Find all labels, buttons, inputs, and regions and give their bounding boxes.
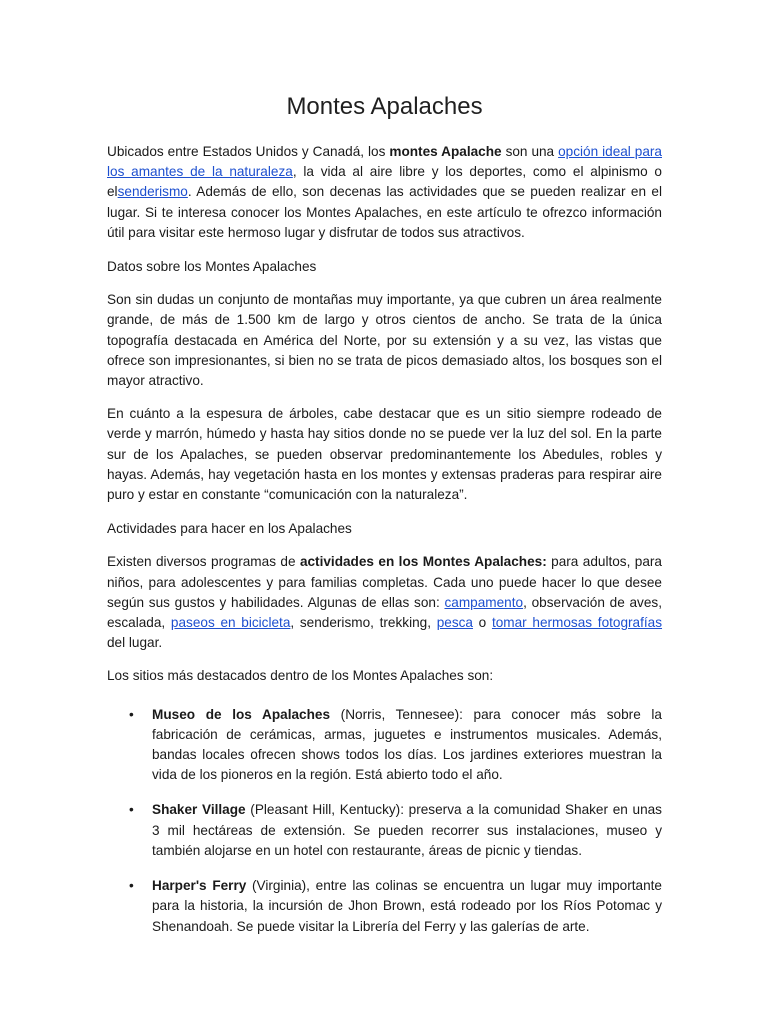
actividades-text: , senderismo, trekking, — [290, 615, 437, 631]
bullet-icon: • — [129, 878, 134, 894]
link-fotografias[interactable]: tomar hermosas fotografías — [491, 615, 663, 631]
actividades-text: del lugar. — [107, 635, 163, 651]
section-heading-datos: Datos sobre los Montes Apalaches — [107, 259, 317, 275]
link-opcion-ideal[interactable]: opción ideal para los amantes de la naturaleza — [107, 144, 662, 180]
site-description: (Pleasant Hill, Kentucky): preserva a la comunidad Shaker en unas 3 mil hectáreas de extensión. Se pueden recorrer sus instalaciones, museo y también alojarse en un hotel con restaurante, áreas de picnic y tiendas. — [152, 802, 662, 858]
section-heading-actividades: Actividades para hacer en los Apalaches — [107, 521, 352, 537]
paragraph-arboles: En cuánto a la espesura de árboles, cabe destacar que es un sitio siempre rodeado de verde y marrón, húmedo y hasta hay sitios donde no se puede ver la luz del sol. En la parte sur de los Apalaches, se pueden observar predominantemente los Abedules, robles y hayas. Además, hay vegetación hasta en los montes y extensas praderas para respirar aire puro y estar en constante “comunicación con la naturaleza”. — [107, 406, 662, 503]
link-campamento[interactable]: campamento — [444, 594, 524, 610]
site-name: Harper's Ferry — [152, 878, 247, 894]
intro-text: Ubicados entre Estados Unidos y Canadá, los — [107, 144, 390, 159]
list-item — [107, 876, 662, 937]
sites-list — [107, 705, 662, 937]
intro-paragraph — [107, 142, 662, 243]
list-item — [107, 705, 662, 786]
actividades-text: o — [472, 615, 492, 631]
link-senderismo[interactable]: senderismo — [117, 184, 188, 200]
page-title: Montes Apalaches — [286, 93, 483, 120]
sites-intro: Los sitios más destacados dentro de los Montes Apalaches son: — [107, 668, 494, 684]
paragraph-datos: Son sin dudas un conjunto de montañas muy importante, ya que cubren un área realmente grande, de más de 1.500 km de largo y otros cientos de ancho. Se trata de la única topografía destacada en América del Norte, por su extensión y a su vez, las vistas que ofrece son impresionantes, si bien no se trata de picos demasiado altos, los bosques son el mayor atractivo. — [107, 292, 662, 389]
intro-text: son una — [501, 144, 559, 159]
site-name: Shaker Village — [152, 802, 246, 818]
paragraph-actividades — [107, 552, 662, 653]
intro-text: , la vida al aire libre y los deportes, como el alpinismo o el — [107, 164, 662, 200]
site-description: (Virginia), entre las colinas se encuentra un lugar muy importante para la historia, la incursión de Jhon Brown, está rodeado por los Ríos Potomac y Shenandoah. Se puede visitar la Librería del Ferry y las galerías de arte. — [152, 878, 662, 934]
actividades-text: , observación de aves, escalada, — [107, 594, 662, 631]
intro-bold-montes: montes Apalache — [389, 144, 502, 159]
intro-text: . Además de ello, son decenas las actividades que se pueden realizar en el lugar. Si te interesa conocer los Montes Apalaches, en este artículo te ofrezco información útil para visitar este hermoso lugar y disfrutar de todos sus atractivos. — [107, 184, 662, 240]
site-name: Museo de los Apalaches — [152, 706, 331, 722]
link-paseos-bicicleta[interactable]: paseos en bicicleta — [170, 615, 291, 631]
site-description: (Norris, Tennesee): para conocer más sobre la fabricación de cerámicas, armas, juguetes e instrumentos musicales. Además, bandas locales ofrecen shows todos los días. Los jardines exteriores muestran la vida de los pioneros en la región. Está abierto todo el año. — [152, 706, 662, 783]
actividades-text: para adultos, para niños, para adolescentes y para familias completas. Cada uno puede hacer lo que desee según sus gustos y habilidades. Algunas de ellas son: — [107, 554, 662, 610]
list-item — [107, 800, 662, 861]
bullet-icon: • — [129, 802, 134, 818]
link-pesca[interactable]: pesca — [436, 615, 473, 631]
bullet-icon: • — [129, 706, 134, 722]
actividades-text: Existen diversos programas de — [107, 554, 300, 570]
actividades-bold: actividades en los Montes Apalaches: — [299, 554, 547, 570]
